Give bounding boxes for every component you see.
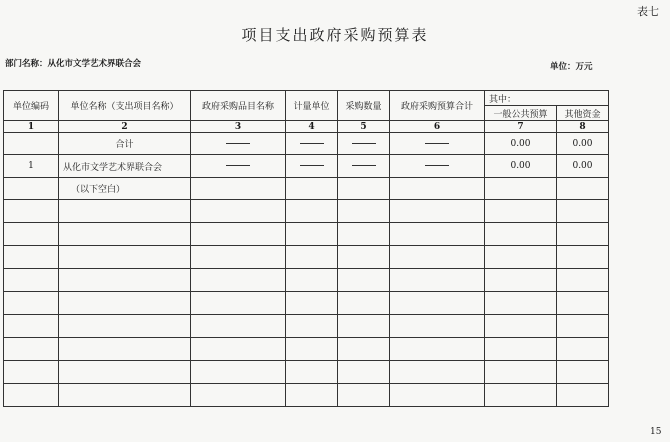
- header-total: 政府采购预算合计: [390, 91, 485, 121]
- header-general-budget: 一般公共预算: [485, 106, 557, 121]
- empty-row: [4, 361, 609, 384]
- header-quantity: 采购数量: [338, 91, 390, 121]
- dash-mark: [226, 143, 250, 144]
- dash-mark: [300, 143, 324, 144]
- header-row-1: [4, 91, 609, 106]
- index-cell: 4: [286, 121, 338, 133]
- empty-row: [4, 384, 609, 407]
- empty-cell: [4, 133, 59, 155]
- dash-mark: [425, 165, 449, 166]
- header-unit-code: 单位编码: [4, 91, 59, 121]
- index-cell: 1: [4, 121, 59, 133]
- data-row: [4, 155, 609, 178]
- row-other-funds: 0.00: [557, 155, 609, 178]
- unit-code-cell: 1: [4, 155, 59, 178]
- empty-row: [4, 338, 609, 361]
- procurement-budget-table: [3, 90, 609, 407]
- empty-row: [4, 269, 609, 292]
- blank-note: （以下空白）: [59, 178, 191, 200]
- unit-name-cell: 从化市文学艺术界联合会: [59, 155, 191, 178]
- index-cell: 7: [485, 121, 557, 133]
- empty-row: [4, 223, 609, 246]
- empty-row: [4, 246, 609, 269]
- dash-cell: [338, 155, 390, 178]
- department-name: 部门名称：从化市文学艺术界联合会: [5, 59, 142, 69]
- empty-cell: [286, 178, 338, 200]
- empty-cell: [390, 178, 485, 200]
- dash-cell: [390, 133, 485, 155]
- page-number: 15: [650, 427, 662, 437]
- dash-cell: [390, 155, 485, 178]
- empty-row: [4, 200, 609, 223]
- dash-cell: [191, 155, 286, 178]
- dash-cell: [286, 133, 338, 155]
- index-cell: 2: [59, 121, 191, 133]
- dash-mark: [226, 165, 250, 166]
- total-row: [4, 133, 609, 155]
- index-cell: 8: [557, 121, 609, 133]
- header-measure-unit: 计量单位: [286, 91, 338, 121]
- index-cell: 5: [338, 121, 390, 133]
- index-cell: 6: [390, 121, 485, 133]
- dash-cell: [286, 155, 338, 178]
- index-cell: 3: [191, 121, 286, 133]
- row-general-budget: 0.00: [485, 155, 557, 178]
- header-other-funds: 其他资金: [557, 106, 609, 121]
- empty-row: [4, 315, 609, 338]
- dash-cell: [191, 133, 286, 155]
- empty-cell: [485, 178, 557, 200]
- empty-row: [4, 292, 609, 315]
- table-number-label: 表七: [637, 5, 659, 18]
- total-label: 合计: [59, 133, 191, 155]
- blank-note-row: [4, 178, 609, 200]
- empty-cell: [557, 178, 609, 200]
- header-of-which: 其中：: [485, 91, 609, 106]
- page-title: 项目支出政府采购预算表: [241, 26, 429, 44]
- dash-mark: [352, 165, 376, 166]
- dash-mark: [352, 143, 376, 144]
- dash-mark: [300, 165, 324, 166]
- empty-cell: [191, 178, 286, 200]
- header-item-name: 政府采购品目名称: [191, 91, 286, 121]
- empty-cell: [4, 178, 59, 200]
- index-row: [4, 121, 609, 133]
- total-general-budget: 0.00: [485, 133, 557, 155]
- empty-cell: [338, 178, 390, 200]
- dash-mark: [425, 143, 449, 144]
- unit-label: 单位：万元: [550, 62, 593, 72]
- dash-cell: [338, 133, 390, 155]
- header-unit-name: 单位名称（支出项目名称）: [59, 91, 191, 121]
- total-other-funds: 0.00: [557, 133, 609, 155]
